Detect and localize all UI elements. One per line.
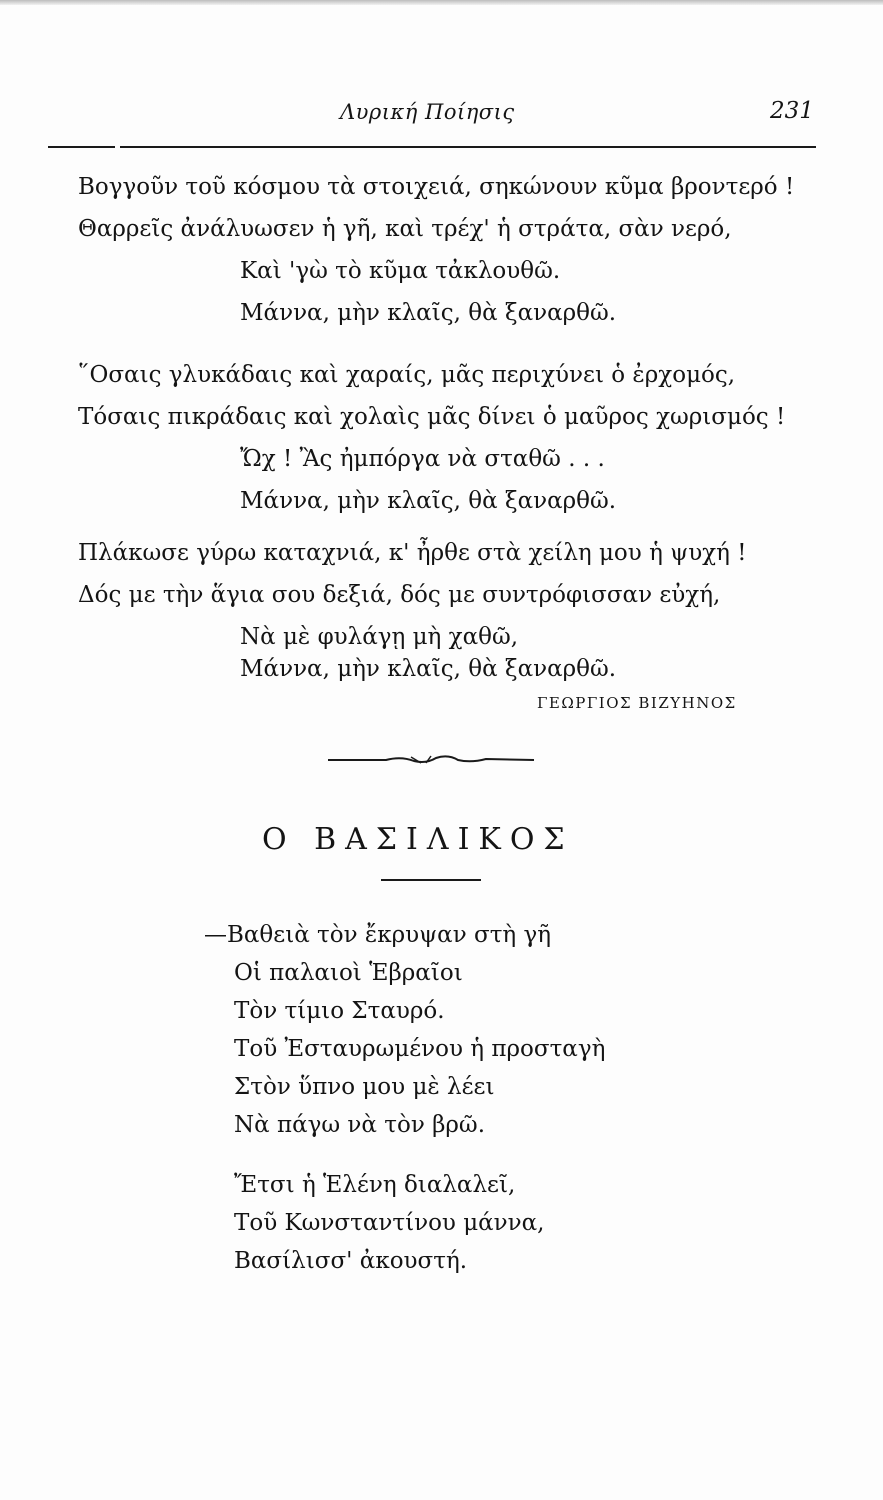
verse-line: Τοῦ Ἐσταυρωμένου ἡ προσταγὴ xyxy=(234,1036,606,1062)
verse-line: Βασίλισσ' ἀκουστή. xyxy=(234,1248,468,1274)
verse-line: Καὶ 'γὼ τὸ κῦμα τἀκλουθῶ. xyxy=(240,258,561,284)
verse-line: Τοῦ Κωνσταντίνου μάννα, xyxy=(234,1210,545,1236)
verse-line: Ἔτσι ἡ Ἑλένη διαλαλεῖ, xyxy=(234,1172,516,1198)
header-rule xyxy=(48,146,816,148)
verse-line: —Βαθειὰ τὸν ἔκρυψαν στὴ γῆ xyxy=(204,922,552,948)
page-number: 231 xyxy=(770,98,814,124)
author-signature: ΓΕΩΡΓΙΟΣ ΒΙΖΥΗΝΟΣ xyxy=(537,694,737,712)
verse-line: Μάννα, μὴν κλαῖς, θὰ ξαναρθῶ. xyxy=(240,300,617,326)
verse-line: Θαρρεῖς ἀνάλυωσεν ἡ γῆ, καὶ τρέχ' ἡ στράτα, σὰν νερό, xyxy=(78,216,732,242)
running-head: Λυρική Ποίησις xyxy=(340,100,515,124)
poem-title: Ο ΒΑΣΙΛΙΚΟΣ xyxy=(262,822,574,857)
ornament-divider xyxy=(326,752,536,766)
verse-line: Ὤχ ! Ἂς ἠμπόργα νὰ σταθῶ . . . xyxy=(240,446,605,472)
verse-line: Πλάκωσε γύρω καταχνιά, κ' ἦρθε στὰ χείλη μου ἡ ψυχή ! xyxy=(78,540,747,566)
page-top-edge xyxy=(0,0,883,5)
verse-line: Στὸν ὕπνο μου μὲ λέει xyxy=(234,1074,495,1100)
verse-line: Τὸν τίμιο Σταυρό. xyxy=(234,998,445,1024)
verse-line: Τόσαις πικράδαις καὶ χολαὶς μᾶς δίνει ὁ μαῦρος χωρισμός ! xyxy=(78,404,786,430)
verse-line: Βογγοῦν τοῦ κόσμου τὰ στοιχειά, σηκώνουν κῦμα βροντερό ! xyxy=(78,174,795,200)
header-rule-gap xyxy=(115,145,120,149)
verse-line: Νὰ πάγω νὰ τὸν βρῶ. xyxy=(234,1112,486,1138)
verse-line: Μάννα, μὴν κλαῖς, θὰ ξαναρθῶ. xyxy=(240,488,617,514)
verse-line: Οἱ παλαιοὶ Ἑβραῖοι xyxy=(234,960,463,986)
verse-line: ῞Οσαις γλυκάδαις καὶ χαραίς, μᾶς περιχύνει ὁ ἐρχομός, xyxy=(78,362,736,388)
verse-line: Μάννα, μὴν κλαῖς, θὰ ξαναρθῶ. xyxy=(240,656,617,682)
verse-line: Δός με τὴν ἅγια σου δεξιά, δός με συντρόφισσαν εὐχή, xyxy=(78,582,721,608)
verse-line: Νὰ μὲ φυλάγῃ μὴ χαθῶ, xyxy=(240,624,519,650)
title-rule xyxy=(381,879,481,881)
